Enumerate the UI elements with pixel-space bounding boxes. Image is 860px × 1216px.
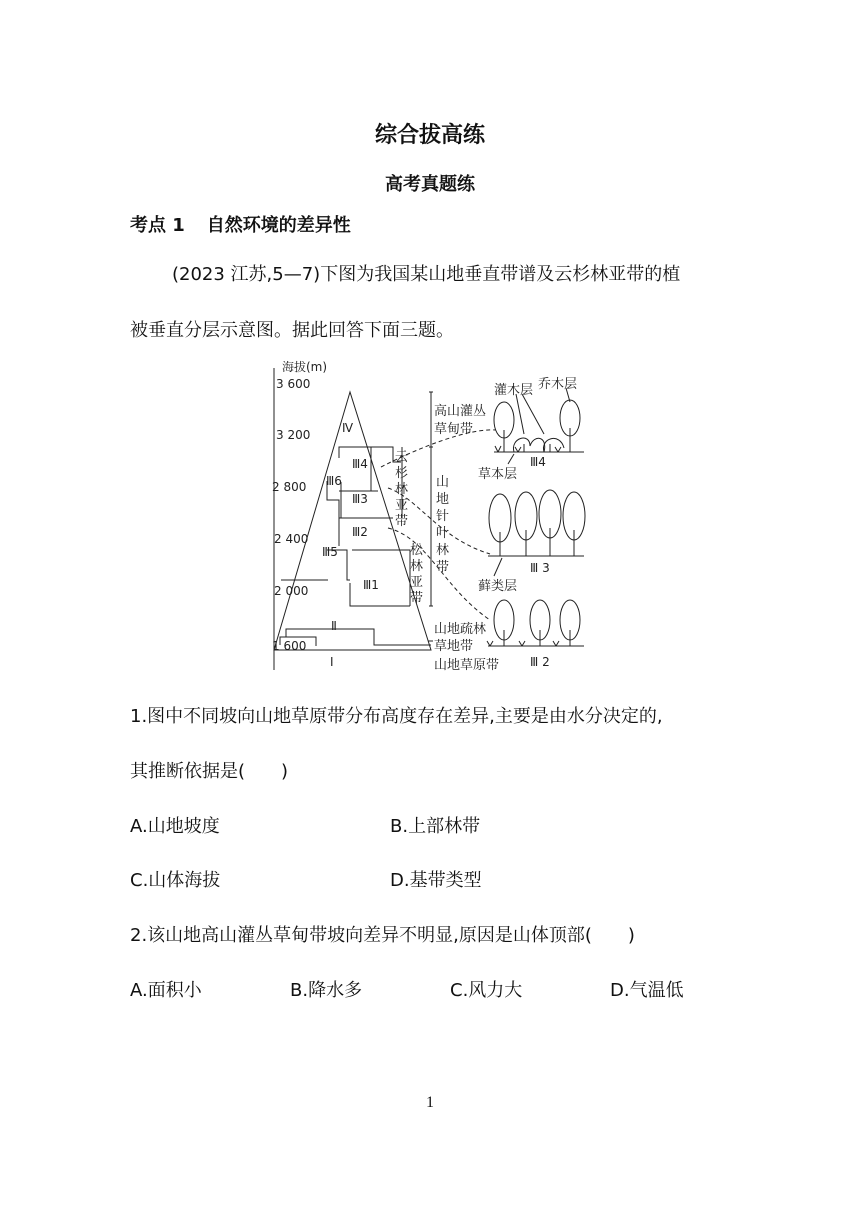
inset-III2 — [487, 600, 584, 646]
page-title: 综合拔高练 — [374, 123, 485, 148]
zone-III6: Ⅲ6 — [326, 474, 342, 488]
zone-I: Ⅰ — [330, 655, 334, 669]
belt-alpine-line1: 高山灌丛 — [434, 404, 487, 419]
zone-III3: Ⅲ3 — [352, 492, 368, 506]
belt-pine-2: 林 — [410, 559, 424, 574]
belt-conifer-3: 针 — [436, 509, 450, 524]
belt-conifer-5: 林 — [436, 543, 450, 558]
question-1-line-1: 1.图中不同坡向山地草原带分布高度存在差异,主要是由水分决定的, — [130, 706, 663, 727]
q2-option-d[interactable]: D.气温低 — [610, 980, 684, 1001]
belt-conifer-6: 带 — [436, 560, 450, 575]
q1-option-d[interactable]: D.基带类型 — [390, 870, 482, 891]
page-number: 1 — [426, 1094, 434, 1111]
belt-spruce-2: 杉 — [395, 466, 409, 481]
inset-III4 — [494, 388, 584, 464]
belt-spruce-4: 亚 — [395, 498, 409, 513]
tick-2800: 2 800 — [272, 480, 307, 494]
zone-III1: Ⅲ1 — [363, 578, 379, 592]
question-1-line-2: 其推断依据是( ) — [130, 761, 289, 782]
label-inset-III4: Ⅲ4 — [530, 455, 546, 469]
label-moss-layer: 藓类层 — [478, 579, 518, 594]
zone-III5: Ⅲ5 — [322, 545, 338, 559]
belt-spruce-1: 云 — [395, 450, 409, 465]
belt-steppe: 山地草原带 — [434, 658, 500, 673]
zone-IV: Ⅳ — [342, 421, 354, 435]
q2-option-b[interactable]: B.降水多 — [290, 980, 363, 1001]
belt-pine-4: 带 — [410, 591, 424, 606]
tick-2400: 2 400 — [274, 532, 309, 546]
belt-conifer-1: 山 — [436, 475, 450, 490]
tick-3600: 3 600 — [276, 377, 311, 391]
topic-text: 自然环境的差异性 — [206, 215, 351, 236]
tick-2000: 2 000 — [274, 584, 309, 598]
topic-heading — [130, 211, 351, 237]
belt-sparse-line2: 草地带 — [434, 639, 474, 654]
intro-line-1: (2023 江苏,5—7)下图为我国某山地垂直带谱及云杉林亚带的植 — [172, 264, 681, 285]
belt-conifer-2: 地 — [436, 492, 450, 507]
label-tree-layer: 乔木层 — [538, 377, 578, 392]
label-shrub-layer: 灌木层 — [494, 383, 534, 398]
belt-pine-1: 松 — [410, 543, 424, 558]
zone-III4: Ⅲ4 — [352, 457, 368, 471]
belt-spruce-3: 林 — [395, 482, 409, 497]
tick-1600: 1 600 — [272, 639, 307, 653]
zone-II: Ⅱ — [331, 619, 337, 633]
belt-conifer-4: 叶 — [436, 526, 450, 541]
belt-alpine-line2: 草甸带 — [434, 422, 474, 437]
belt-spruce-5: 带 — [395, 514, 409, 529]
label-herb-layer: 草本层 — [478, 467, 518, 482]
question-2-line-1: 2.该山地高山灌丛草甸带坡向差异不明显,原因是山体顶部( ) — [130, 925, 635, 946]
q1-option-c[interactable]: C.山体海拔 — [130, 870, 221, 891]
q2-option-c[interactable]: C.风力大 — [450, 980, 523, 1001]
belt-pine-3: 亚 — [410, 575, 424, 590]
label-inset-III3: Ⅲ 3 — [530, 561, 550, 575]
axis-title: 海拔(m) — [282, 360, 328, 374]
q1-option-a[interactable]: A.山地坡度 — [130, 816, 220, 837]
section-subtitle: 高考真题练 — [385, 174, 475, 195]
zone-III2: Ⅲ2 — [352, 525, 368, 539]
vertical-zonation-figure — [268, 358, 720, 674]
tick-3200: 3 200 — [276, 428, 311, 442]
q2-option-a[interactable]: A.面积小 — [130, 980, 202, 1001]
belt-sparse-line1: 山地疏林 — [434, 622, 487, 637]
intro-line-2: 被垂直分层示意图。据此回答下面三题。 — [130, 320, 454, 341]
q1-option-b[interactable]: B.上部林带 — [390, 816, 481, 837]
topic-label: 考点 1 — [130, 215, 185, 236]
label-inset-III2: Ⅲ 2 — [530, 655, 550, 669]
